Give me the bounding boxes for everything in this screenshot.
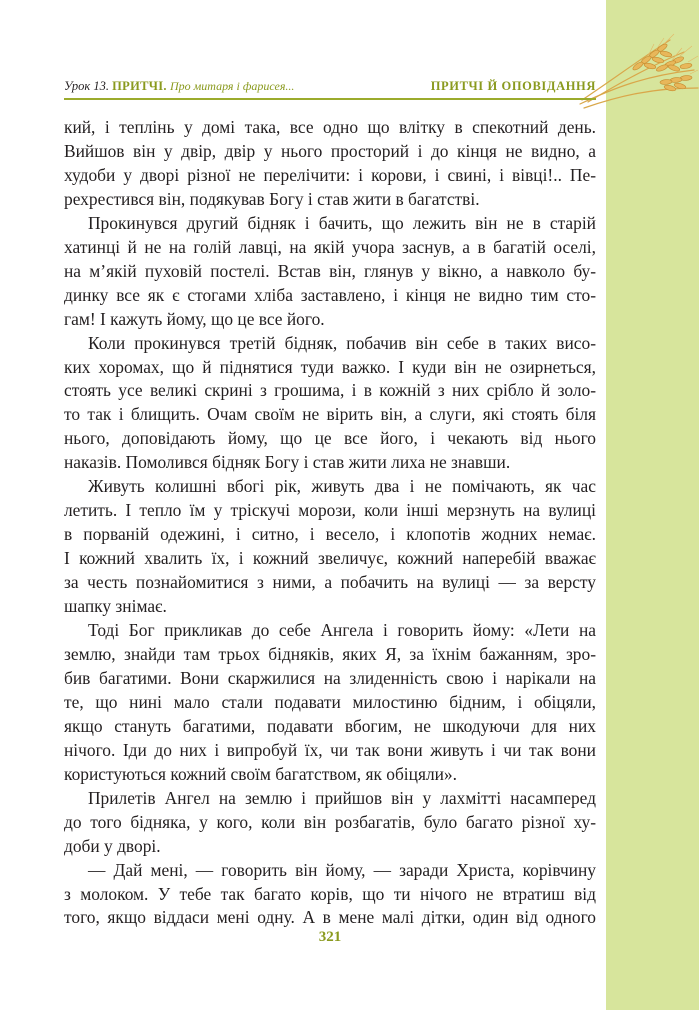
lesson-subtopic: Про митаря і фарисея... <box>169 79 295 93</box>
text-line: якщо стануть багатими, подавати вбогим, не шкодуючи для них <box>64 715 596 736</box>
text-line: нього, доповідають йому, що це все його, і чекають від нього <box>64 428 596 449</box>
text-line: бив багатими. Вони скаржилися на злиденність свою і нарікали на <box>64 667 596 688</box>
text-line: худоби у дворі різної не перелічити: і корови, і свині, і вівці!.. Пе- <box>64 164 596 185</box>
text-line: того, якщо віддаси мені одну. А в мене малі дітки, один від одного <box>64 907 596 928</box>
text-line: в порваній одежині, і ситно, і весело, і клопотів жодних немає. <box>64 524 596 545</box>
paragraph <box>64 332 596 476</box>
text-line: ких хоромах, що й піднятися туди важко. І куди він не озирнеться, <box>64 356 596 377</box>
text-line: користуються кожний своїм багатством, як обіцяли». <box>64 763 457 784</box>
section-title: ПРИТЧІ Й ОПОВІДАННЯ <box>430 79 596 93</box>
page-number: 321 <box>318 929 342 945</box>
text-line: до того бідняка, у кого, коли він розбагатів, було багато різної ху- <box>64 811 596 832</box>
text-line: гам! І кажуть йому, що це все його. <box>64 308 325 329</box>
text-line: землю, знайди там трьох бідняків, яких Я, за їхнім бажанням, зро- <box>64 643 596 664</box>
text-line: Тоді Бог прикликав до себе Ангела і говорить йому: «Лети на <box>88 620 596 641</box>
header-lesson-info <box>64 79 294 94</box>
text-line: Коли прокинувся третій бідняк, побачив він себе в таких висо- <box>88 332 596 353</box>
text-line: то так і блищить. Очам своїм не вірить він, а слуги, які стоять біля <box>64 404 596 425</box>
header-divider <box>64 98 596 100</box>
paragraph <box>64 787 596 859</box>
text-line: Живуть колишні вбогі рік, живуть два і не помічають, як час <box>88 476 596 497</box>
text-line: хатинці й не на голій лавці, на якій учора заснув, а в багатій оселі, <box>64 236 596 257</box>
text-line: наказів. Помолився бідняк Богу і став жити лиха не знавши. <box>64 452 511 473</box>
text-line: нічого. Іди до них і випробуй їх, чи так вони живуть і чи так вони <box>64 739 596 760</box>
paragraph <box>64 116 596 212</box>
text-line: — Дай мені, — говорить він йому, — заради Христа, корівчину <box>88 859 596 880</box>
text-line: летить. І тепло їм у тріскучі морози, коли інші мерзнуть на вулиці <box>64 500 596 521</box>
text-line: динку все як є стогами хліба заставлено, і кінця не видно тим сто- <box>64 284 596 305</box>
text-line: те, що нині мало стали подавати милостиню бідним, і обіцяли, <box>64 691 596 712</box>
lesson-number: Урок 13. <box>64 79 110 93</box>
paragraph <box>64 212 596 332</box>
text-line: рехрестився він, подякував Богу і став жити в багатстві. <box>64 188 480 209</box>
running-header <box>64 77 596 99</box>
text-line: доби у дворі. <box>64 835 161 856</box>
paragraph <box>64 619 596 787</box>
text-line: І кожний хвалить їх, і кожний звеличує, кожний наперебій вважає <box>64 548 596 569</box>
body-text <box>64 116 596 930</box>
text-line: на м’якій пуховій постелі. Встав він, глянув у вікно, а навколо бу- <box>64 260 596 281</box>
text-line: Прилетів Ангел на землю і прийшов він у лахмітті насамперед <box>88 787 596 808</box>
text-line: шапку знімає. <box>64 596 167 617</box>
paragraph <box>64 475 596 619</box>
text-line: Прокинувся другий бідняк і бачить, що лежить він не в старій <box>88 212 596 233</box>
text-line: з молоком. У тебе так багато корів, що ти нічого не втратиш від <box>64 883 596 904</box>
side-band <box>606 0 699 1010</box>
paragraph <box>64 859 596 931</box>
text-line: кий, і теплінь у домі така, все одно що влітку в спекотний день. <box>64 117 596 137</box>
text-line: стоять усе великі скрині з грошима, і в кожній з них срібло й золо- <box>64 380 596 401</box>
text-line: Вийшов він у двір, двір у нього просторий і до кінця не видно, а <box>64 140 596 161</box>
lesson-topic: ПРИТЧІ. <box>112 79 167 93</box>
text-line: за честь познайомитися з ними, а побачить на вулиці — за версту <box>64 572 596 593</box>
